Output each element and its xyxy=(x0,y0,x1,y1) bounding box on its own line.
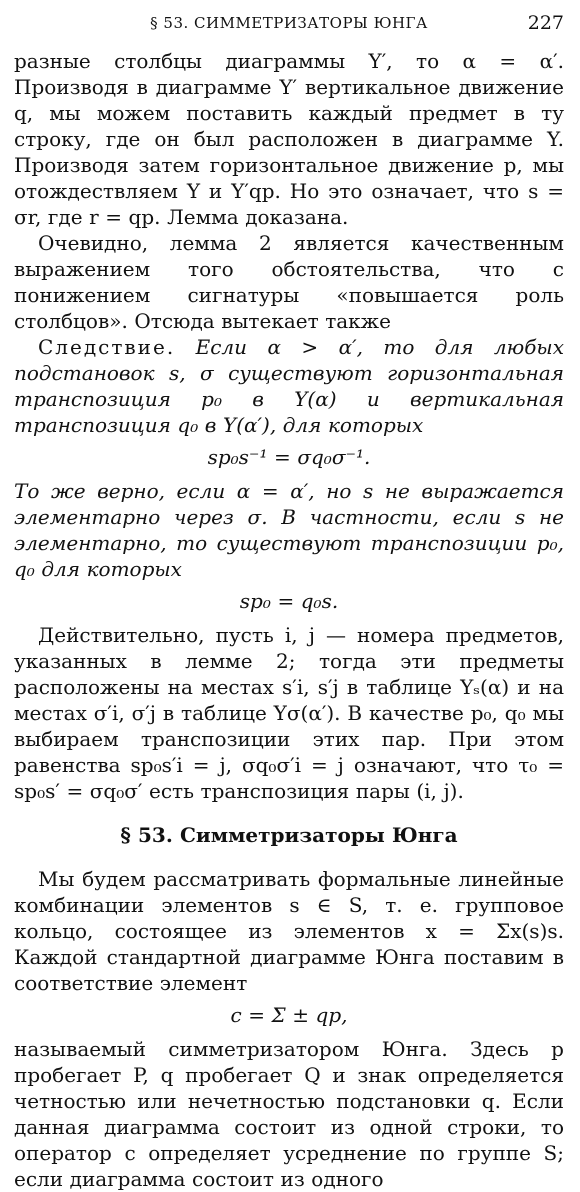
page-body xyxy=(14,48,564,1192)
running-title: § 53. СИММЕТРИЗАТОРЫ ЮНГА xyxy=(150,14,428,32)
paragraph-proof: Действительно, пусть i, j — номера предметов, указанных в лемме 2; тогда эти предметы расположены на местах s′i, s′j в таблице Yₛ(α) и на местах σ′i, σ′j в таблице Yσ(α′). В качестве p₀, q₀ мы выбираем транспозиции этих пар. При этом равенства sp₀s′i = j, σq₀σ′i = j означают, что τ₀ = sp₀s′ = σq₀σ′ есть транспозиция пары (i, j). xyxy=(14,623,564,803)
paragraph-symmetrizer-definition: называемый симметризатором Юнга. Здесь p пробегает P, q пробегает Q и знак определяется четностью или нечетностью подстановки q. Если данная диаграмма состоит из одной строки, то оператор c определяет усреднение по группе S; если диаграмма состоит из одного xyxy=(14,1037,564,1191)
running-head xyxy=(14,14,564,48)
paragraph-corollary-continuation: То же верно, если α = α′, но s не выражается элементарно через σ. В частности, если s не элементарно, то существуют транспозиции p₀, q₀ для которых xyxy=(14,479,564,581)
paragraph-remark: Очевидно, лемма 2 является качественным выражением того обстоятельства, что с понижением сигнатуры «повышается роль столбцов». Отсюда вытекает также xyxy=(14,231,564,333)
formula-conjugation: sp₀s⁻¹ = σq₀σ⁻¹. xyxy=(207,445,371,469)
corollary-text: Если α > α′, то для любых подстановок s, σ существуют горизонтальная транспозиция p₀ в Y(α) и вертикальная транспозиция q₀ в Y(α′), для которых xyxy=(14,335,564,437)
formula-symmetrizer: c = Σ ± qp, xyxy=(230,1003,348,1027)
paragraph-continuation: разные столбцы диаграммы Y′, то α = α′. Производя в диаграмме Y′ вертикальное движение q, мы можем поставить каждый предмет в ту строку, где он был расположен в диаграмме Y. Производя затем горизонтальное движение p, мы отождествляем Y и Y′qp. Но это означает, что s = σr, где r = qp. Лемма доказана. xyxy=(14,49,564,229)
formula-commutation: sp₀ = q₀s. xyxy=(239,589,339,613)
paragraph-section-intro: Мы будем рассматривать формальные линейные комбинации элементов s ∈ S, т. е. групповое кольцо, состоящее из элементов x = Σx(s)s. Каждой стандартной диаграмме Юнга поставим в соответствие элемент xyxy=(14,867,564,995)
corollary-statement xyxy=(14,334,564,438)
corollary-label: Следствие. xyxy=(38,335,176,359)
page-number: 227 xyxy=(527,12,564,34)
section-heading: § 53. Симметризаторы Юнга xyxy=(120,823,458,847)
